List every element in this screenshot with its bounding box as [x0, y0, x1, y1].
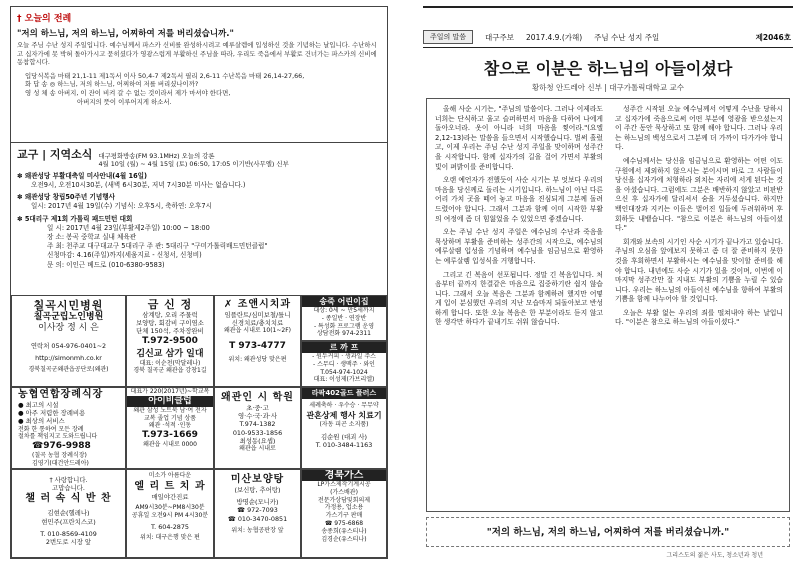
ad-line: 방명순(모니카)	[236, 498, 279, 507]
bulletin-name: 대구주보	[485, 32, 515, 42]
news-item-line: 문 의: 이인근 베드로 (010-6380-9583)	[47, 260, 165, 269]
ad-line: T.972-9500	[142, 335, 198, 346]
ad-line: ☎ 975-6868	[324, 519, 364, 527]
sermon-title: 참으로 이분은 하느님의 아들이셨다	[483, 59, 733, 78]
ad-line: (가스배관)	[330, 488, 358, 496]
ad-line: 왜관 ·석적 ·인동	[148, 422, 192, 430]
ad-line: 김현순(헬레나)	[47, 509, 90, 518]
edition-number: 제2046호	[755, 32, 791, 42]
ad-line: 임플란트/심미보철/틀니	[224, 311, 291, 319]
news-item-title: ✽ 5대리구 제1회 가톨릭 패드민턴 대회	[17, 214, 133, 223]
ad-line: 김경순(유스티나)	[321, 535, 367, 543]
ad-line: (자동 피곤 소지품)	[319, 420, 369, 428]
ad-line: 대표가 220(2017년)~학교복	[130, 388, 210, 395]
footer-caption: 그리스도의 젊은 사도, 청소년과 청년	[666, 552, 763, 559]
ad-box	[301, 387, 387, 469]
sermon-column-left	[435, 105, 603, 332]
bulletin-date: 2017.4.9.(가해)	[526, 32, 583, 42]
sermon-author: 황하청 안드레아 신부 | 대구가톨릭대학교 교수	[531, 83, 685, 92]
ad-line: 절차를 책임지고 도와드립니다	[18, 433, 98, 441]
news-item-line: 주 최: 천주교 대구대교구 5대리구 주 관: 5대리구 "구미가톨릭배드민턴클럽"	[47, 242, 268, 251]
ad-line: 칠곡군립노인병원	[33, 312, 104, 322]
sermon-paragraph: 예수님께서는 당신을 임금님으로 환영하는 어떤 이도 구원에서 제외하지 않으시는 분이시며 바로 그 사람들이 당신을 십자가에 처형하라 외치는 자리에 서게 된다는 것을 아셨습니다. 그럼에도 그분은 배반하지 않았고 비판받으신 후 십자가에 달리셔서 숨을 거두셨습니다. 하지만 백인대장과 지키는 이들은 벌어진 일들에 두려워하며 후회하듯 내뱉습니다. "참으로 이분은 하느님의 아들이셨다."	[615, 156, 783, 233]
ad-line: 상담전화 974-2311	[317, 330, 371, 338]
liturgy-readings	[17, 72, 381, 106]
ad-line: 경북 칠곡군 왜관읍 강창1길	[133, 367, 207, 375]
ad-line: ☎ 972-7093	[237, 506, 278, 515]
ad-line: 현민주(프란치스코)	[41, 517, 96, 526]
liturgy-body: 오늘 주님 수난 성지 주일입니다. 예수님께서 파스카 신비를 완성하시려고 예루살렘에 입성하신 것을 기념하는 날입니다. 수난하시고 십자가에 못 박혀 돌아가시고 묻히셨다가 영광스럽게 부활하신 주님을 따라, 우리도 죽음에서 부활로 건너가는 파스카의 신비에 동참합시다.	[17, 41, 377, 67]
reading-line: 화 답 송 ◎ 하느님, 저의 하느님, 어찌하여 저를 버리셨나이까?	[25, 80, 199, 89]
ad-name: 왜관인 시 학원	[221, 392, 294, 403]
ad-line: 김영기(대건안드레아)	[32, 460, 89, 467]
ad-line: 송종희(유스티나)	[321, 527, 367, 535]
ad-line: 삼계탕, 오리 주물럭	[142, 311, 198, 319]
liturgy-section	[11, 7, 387, 143]
ad-name: 송죽 어린이집	[302, 296, 386, 307]
ad-line: ☎ 010-3470-0851	[227, 514, 288, 523]
ad-line: LP가스제작기계시공	[317, 481, 371, 488]
ad-line: 김신교 삼가 일대	[136, 348, 204, 359]
ad-line: 경북칠곡군왜관읍공단로(왜관)	[28, 366, 109, 374]
ad-box	[11, 295, 126, 387]
news-item-title: ✽ 왜관성당 부활대축일 미사안내(4월 16일)	[17, 171, 148, 180]
reading-line: 입당식복음 마태 21,1-11 제1독서 이사 50,4-7 제2독서 필리 2,6-11 수난복음 마태 26,14-27,66,	[25, 71, 305, 80]
ad-line: 매일야간진료	[151, 492, 189, 501]
sunday-name: 주님 수난 성지 주일	[594, 32, 660, 42]
liturgy-verse: "저의 하느님, 저의 하느님, 어찌하여 저를 버리셨습니까."	[17, 29, 234, 39]
ad-name: ✗ 조앤시치과	[223, 299, 292, 310]
ad-name: 농협연합장례식장	[18, 389, 104, 400]
sermon-body	[426, 98, 790, 512]
ad-line: T 973-4777	[229, 341, 286, 352]
ad-line: 위치: 왜관성당 맞은편	[228, 356, 287, 364]
ad-name: 르 까 프	[302, 342, 386, 353]
ad-line: 보양탕, 회감비 구이염소	[136, 319, 204, 328]
ad-box	[11, 387, 126, 469]
top-rule	[423, 6, 793, 8]
sermon-paragraph: 성주간 시작된 오늘 예수님께서 어떻게 수난을 당하시고 십자가에 죽음으로써 어떤 부분에 영광을 받으셨는지 이 주간 동안 묵상하고 또 함께 해야 합니다. 그러나 우리는 하느님의 백성으로서 그분께 더 가까이 다가가야 합니다.	[615, 105, 783, 152]
ad-name: † 사랑합니다.	[49, 476, 88, 484]
sermon-paragraph: 올해 사순 시기는, "주님의 말씀이다. 그러나 이제라도 너희는 단식하고 울고 슬퍼하면서 마음을 다하여 나에게 돌아오너라. 옷이 아니라 너희 마음을 찢어라."(요엘 2,12-13)라는 말씀을 들으면서 시작했습니다. 벌써 흘렀고, 이제 우리는 주님 수난 성지 주일을 맞이하며 성주간을 시작합니다. 함께 십자가의 길을 걸어 가면서 부활의 빛이 펴밝이를 준비합니다.	[435, 105, 603, 171]
ad-line: 왜관 삼성 노트북 남·여 전자	[133, 406, 207, 414]
ad-line: 전화 한 통하여 모든 장례	[18, 425, 84, 433]
ad-line: 대상: 0세 ~ 만5세까지	[313, 307, 375, 314]
highlight-quote: "저의 하느님, 저의 하느님, 어찌하여 저를 버리셨습니까."	[426, 517, 790, 547]
reading-line: 아버지의 뜻이 이루어지게 하소서.	[77, 97, 172, 106]
ad-name: 라팍402골드 플러스	[302, 388, 386, 399]
ad-line: - 특성화 프로그램 운영	[313, 322, 375, 330]
reading-line: 영 성 체 송 아버지, 이 잔이 비켜 갈 수 없는 것이라서 제가 마셔야 한다면,	[25, 88, 231, 97]
ad-line: 왜관읍 시내로 10(1~2F)	[223, 327, 292, 335]
sermon-paragraph: 회개와 보속의 시기인 사순 시기가 끝나가고 있습니다. 주님의 오심을 앞에보지 못하고 좀 더 잘 준비하지 못한 것을 후회하면서 부활하시는 예수님을 맞이할 준비를 해야 합니다. 내년에도 사순 시기가 있을 것이며, 이번에 이 마지막 성주간만 잘 지내도 부활의 기쁨을 누릴 수 있습니다. 우리는 하느님의 아들이신 예수님을 향하여 부활의 기쁨을 함께 나누어야 할 것입니다.	[615, 237, 783, 304]
sermon-column-right	[615, 105, 783, 332]
ad-name: 미산보양탕	[230, 474, 285, 485]
news-item-line: 오전9시, 오전10시30분, (새벽 6시30분, 저녁 7시30분 미사는 없습니다.)	[31, 181, 246, 190]
ad-line: ● 최상의 서비스	[18, 417, 65, 426]
right-page	[423, 6, 793, 559]
ad-line: 단체 150석, 주차장완비	[136, 327, 204, 336]
ad-line: 대표: 이성제(가브리엘)	[313, 376, 375, 384]
sermon-paragraph: 오랜 예언자가 전했듯이 사순 시기는 부 엇보다 우리의 마음을 당신께로 돌리는 시기입니다. 하느님이 아닌 다른 어리 가치 곳을 떼어 놓고 마음을 진심되게 그분께 돌려드렸어야 합니다. 그래서 그분과 함께 이미 시작한 부활의 여정에 좀 더 힘잃었을 수 있었으면 좋겠습니다.	[435, 176, 603, 223]
sermon-paragraph: 그리고 긴 복음이 선포됩니다. 정말 긴 복음입니다. 처음부터 끝까지 한결같은 마음으로 집중하기란 쉽지 않습니다. 그래서 오늘 복음은 그분과 함께하려 했지만 어떻게 입이 분심했던 우리의 지난 모습마저 되돌아보고 반성하게 합니다. 또한 오늘 복음은 한 부분이라도 듣지 않고 한 생각만 하다가 끝내기도 쉬워 않습니다.	[435, 270, 603, 327]
news-item	[17, 193, 381, 211]
ad-line: T.974-1382	[239, 420, 276, 429]
ad-line: 신경치료/충치치료	[231, 319, 284, 328]
ad-name: 금 신 정	[147, 298, 193, 311]
ad-box	[214, 295, 301, 387]
ad-line: ● 최고의 시설	[18, 401, 59, 409]
ad-box	[126, 387, 214, 469]
ad-line: T.973-1669	[142, 430, 198, 441]
ad-line: http://simonmh.co.kr	[35, 354, 102, 363]
ad-line: 전문가상담및회의제	[317, 496, 371, 504]
ad-line: 왜관읍 시내로 0000	[143, 441, 197, 449]
ad-line: ☎976-9988	[32, 441, 91, 452]
ad-line: 대표: 이순천(막달레나)	[139, 359, 201, 367]
ad-name: 아이비클럽	[127, 396, 213, 407]
ad-line: 최성동(요셉)	[239, 436, 276, 445]
ad-line: 초·중·고	[246, 404, 269, 412]
radio-info	[98, 152, 288, 169]
left-page	[10, 6, 388, 559]
ad-name: 경북가스	[302, 470, 386, 481]
section-badge: 주일의 말씀	[423, 30, 473, 44]
liturgy-title: † 오늘의 전례	[17, 14, 72, 24]
advertisement-grid	[11, 295, 387, 558]
ad-line: T. 010-3484-1163	[315, 440, 373, 449]
sermon-paragraph: 오늘은 부활 없는 우리의 죄를 떨쳐내야 하는 날입니다. "이분은 참으로 하느님의 아들이셨다."	[615, 308, 783, 327]
radio-line: 대구평화방송(FM 93.1MHz) 오늘의 강론	[98, 152, 215, 160]
ad-box	[301, 295, 387, 341]
ad-line: 세례축하 · 우수승 · 무무약	[309, 402, 379, 409]
ad-line: 김순원 (대괴 사)	[320, 432, 368, 441]
news-item-title: ✽ 왜관성당 창립50주년 기념행사	[17, 193, 116, 202]
ad-line: (보신탕, 추어탕)	[234, 486, 281, 494]
ad-line: 왜관읍 시내로	[239, 445, 276, 453]
news-item-line: 신청마감: 4.16(주일)까지(세움지료 - 신청서, 신청비)	[47, 251, 202, 260]
ad-line: 2번도로 시장 앞	[45, 538, 92, 547]
ad-line: 010-9533-1856	[232, 428, 283, 437]
news-item-line: 장 소: 봉곡 중학교 실내 체육관	[47, 233, 137, 242]
ad-line: T. 010-8569-4109	[40, 529, 97, 538]
news-item	[17, 172, 381, 190]
ad-box	[214, 387, 301, 469]
ad-line: 교복 졸업 기념 상품	[143, 414, 197, 422]
ad-line: 미소가 아름다운	[148, 472, 192, 479]
ad-line: 영·수·국·과·사	[238, 412, 277, 421]
ad-box	[11, 469, 126, 558]
news-item-line: 일시: 2017년 4월 19일(수) 기념식: 오후5시, 축하연: 오후7시	[31, 202, 212, 211]
ad-line: AM9시30분~PM8시30분	[135, 504, 205, 511]
regional-news-section	[11, 144, 387, 294]
ad-box	[126, 295, 214, 387]
ad-line: ● 아주 저렴한 장례비용	[18, 409, 86, 418]
ad-name: 엘 리 트 치 과	[134, 480, 206, 492]
radio-line: 4월 10일 (월) ~ 4월 15일 (토) 06:50, 17:05 이기반(사무엘) 신부	[98, 160, 289, 169]
ad-line: 고맙습니다.	[52, 484, 85, 493]
ad-line: 가정용, 업소용	[324, 504, 364, 512]
ad-box	[301, 469, 387, 558]
ad-line: 챌 러 속 식 반 찬	[25, 493, 112, 505]
news-title: 교구 | 지역소식	[17, 148, 93, 161]
ad-line: T. 604-2875	[151, 522, 189, 531]
ad-line: T.054-974-1024	[320, 368, 368, 376]
ad-line: 이사장 정 시 은	[38, 323, 99, 333]
ad-box	[126, 469, 214, 558]
ad-line: 연락처 054-976-0401~2	[30, 342, 107, 350]
ad-box	[214, 469, 301, 558]
bulletin-header	[423, 28, 793, 46]
header-rule	[423, 47, 793, 48]
news-item-line: 일 시: 2017년 4월 23일(부활제2주일) 10:00 ~ 18:00	[47, 223, 210, 232]
ad-line: 공휴일 오전9시 PM 4시30분	[131, 511, 209, 519]
ad-name: 칠곡시민병원	[33, 299, 104, 312]
ad-line: - 스무디 · 생맥주 · 와인	[313, 360, 375, 368]
ad-line: - 원두커피 · 생과일 주스	[312, 353, 376, 360]
ad-line: - 종일반 · 연장반	[321, 314, 367, 322]
ad-line: 관혼상제 행사 치료기	[306, 410, 382, 420]
ad-line: 위치: 농협공판장 앞	[231, 526, 284, 534]
ad-line: 위치: 대구은행 맞은 편	[140, 533, 200, 541]
ad-box	[301, 341, 387, 387]
news-item	[17, 215, 381, 270]
ad-line: 가스기구 판매	[325, 512, 363, 520]
ad-line: (칠곡 농협 장례식장)	[32, 452, 87, 460]
sermon-paragraph: 오는 주님 수난 성지 주일은 예수님의 수난과 죽음을 묵상하며 부활을 준비하는 성주간의 시작으로, 예수님의 예루살렘 입성을 기념하며 예수님을 임금님으로 환영하는 예루살렘 입성식을 거행합니다.	[435, 228, 603, 265]
